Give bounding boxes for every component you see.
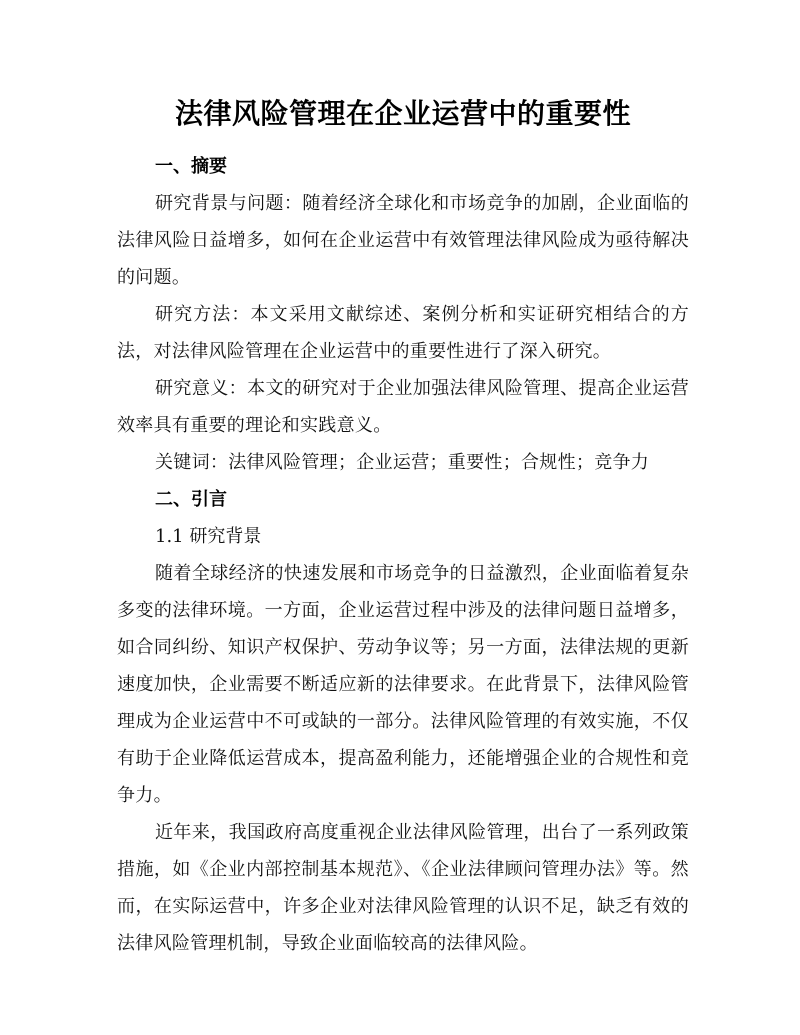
abstract-background-paragraph: 研究背景与问题：随着经济全球化和市场竞争的加剧，企业面临的法律风险日益增多，如何在企业运营中有效管理法律风险成为亟待解决的问题。 (117, 193, 689, 288)
section-heading-abstract: 一、摘要 (155, 156, 227, 177)
abstract-method-paragraph: 研究方法：本文采用文献综述、案例分析和实证研究相结合的方法，对法律风险管理在企业运营中的重要性进行了深入研究。 (117, 304, 689, 362)
background-paragraph-2: 近年来，我国政府高度重视企业法律风险管理，出台了一系列政策措施，如《企业内部控制基本规范》、《企业法律顾问管理办法》等。然而，在实际运营中，许多企业对法律风险管理的认识不足，缺乏有效的法律风险管理机制，导致企业面临较高的法律风险。 (117, 822, 689, 954)
background-paragraph-1: 随着全球经济的快速发展和市场竞争的日益激烈，企业面临着复杂多变的法律环境。一方面，企业运营过程中涉及的法律问题日益增多，如合同纠纷、知识产权保护、劳动争议等；另一方面，法律法规的更新速度加快，企业需要不断适应新的法律要求。在此背景下，法律风险管理成为企业运营中不可或缺的一部分。法律风险管理的有效实施，不仅有助于企业降低运营成本，提高盈利能力，还能增强企业的合规性和竞争力。 (117, 563, 689, 806)
document-title: 法律风险管理在企业运营中的重要性 (174, 97, 631, 130)
keywords-paragraph: 关键词：法律风险管理；企业运营；重要性；合规性；竞争力 (155, 452, 650, 473)
abstract-significance-paragraph: 研究意义：本文的研究对于企业加强法律风险管理、提高企业运营效率具有重要的理论和实践意义。 (117, 378, 689, 436)
section-heading-introduction: 二、引言 (155, 489, 227, 510)
document-body (117, 92, 689, 962)
subsection-heading-background: 1.1 研究背景 (155, 526, 262, 547)
